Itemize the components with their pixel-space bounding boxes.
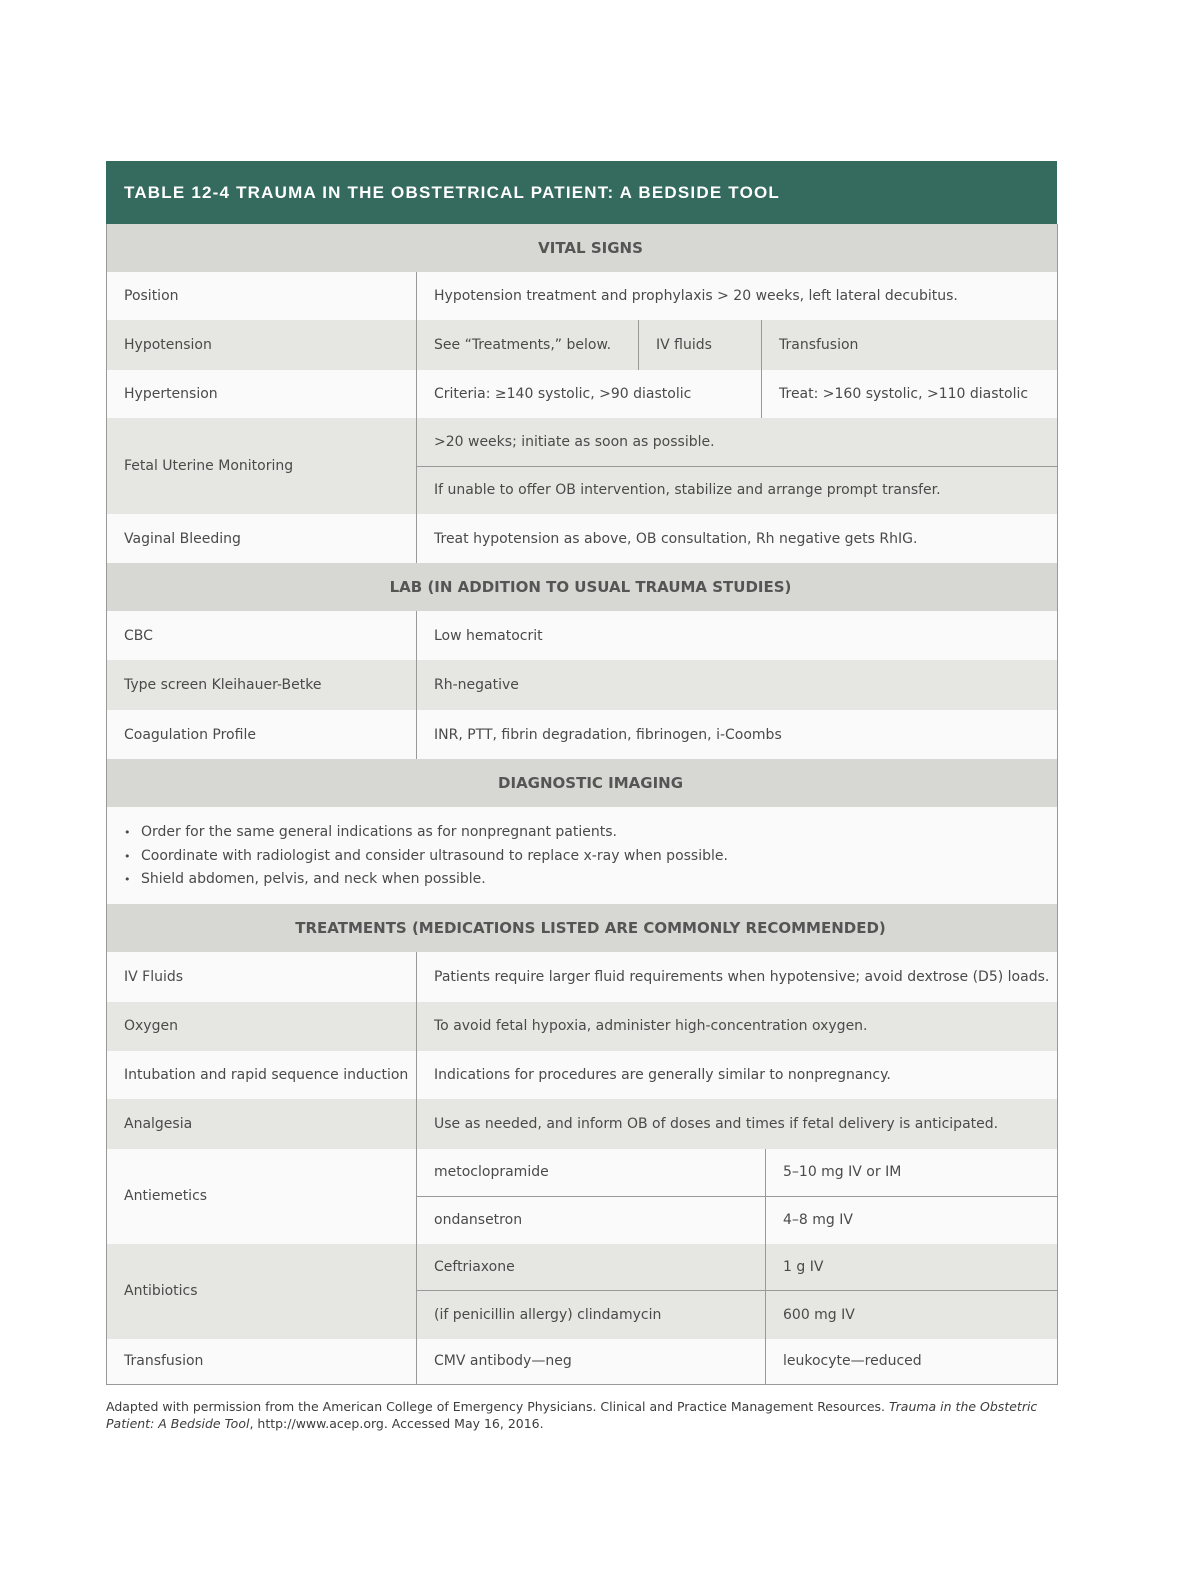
- section-header-lab: [107, 563, 1058, 611]
- drug-dose: 4–8 mg IV: [766, 1197, 1058, 1244]
- table-row: [107, 272, 1058, 320]
- bullet-list: [124, 821, 1057, 892]
- list-item: • Shield abdomen, pelvis, and neck when possible.: [124, 868, 1057, 892]
- table-row: [107, 1339, 1058, 1385]
- row-value: INR, PTT, fibrin degradation, fibrinogen, i-Coombs: [417, 710, 1058, 759]
- row-label: Type screen Kleihauer-Betke: [107, 660, 417, 710]
- section-title: TREATMENTS (MEDICATIONS LISTED ARE COMMONLY RECOMMENDED): [107, 904, 1058, 952]
- list-item: • Coordinate with radiologist and consider ultrasound to replace x-ray when possible.: [124, 845, 1057, 869]
- row-label: Hypertension: [107, 370, 417, 418]
- row-label: Antibiotics: [107, 1244, 417, 1339]
- row-value: >20 weeks; initiate as soon as possible.: [417, 418, 1058, 466]
- table-row: [107, 1244, 1058, 1291]
- table-row: [107, 1149, 1058, 1197]
- drug-name: (if penicillin allergy) clindamycin: [417, 1291, 766, 1339]
- row-label: Hypotension: [107, 320, 417, 370]
- source-footnote: Adapted with permission from the American College of Emergency Physicians. Clinical and Practice Management Resources. Trauma in the Obstetric Patient: A Bedside Tool, http://www.acep.org. Accessed May 16, 2016.: [106, 1399, 1038, 1431]
- row-label: Position: [107, 272, 417, 320]
- row-label: Antiemetics: [107, 1149, 417, 1244]
- table-row: [107, 710, 1058, 759]
- row-value: leukocyte—reduced: [766, 1339, 1058, 1385]
- drug-dose: 600 mg IV: [766, 1291, 1058, 1339]
- bullet-icon: •: [124, 849, 131, 863]
- row-value: Use as needed, and inform OB of doses and times if fetal delivery is anticipated.: [417, 1099, 1058, 1149]
- row-value: See “Treatments,” below.: [417, 320, 639, 370]
- imaging-bullets: [107, 807, 1058, 904]
- row-label: Intubation and rapid sequence induction: [107, 1051, 417, 1099]
- row-value: Treat: >160 systolic, >110 diastolic: [762, 370, 1058, 418]
- row-value: CMV antibody—neg: [417, 1339, 766, 1385]
- drug-dose: 1 g IV: [766, 1244, 1058, 1291]
- document-table: [106, 160, 1057, 1385]
- trauma-table: [106, 224, 1058, 1385]
- row-value: IV fluids: [639, 320, 762, 370]
- row-label: CBC: [107, 611, 417, 660]
- section-header-imaging: [107, 759, 1058, 807]
- row-label: Transfusion: [107, 1339, 417, 1385]
- section-header-treatments: [107, 904, 1058, 952]
- row-value: Patients require larger fluid requirements when hypotensive; avoid dextrose (D5) loads.: [417, 952, 1058, 1002]
- row-value: Indications for procedures are generally similar to nonpregnancy.: [417, 1051, 1058, 1099]
- bullet-icon: •: [124, 873, 131, 886]
- table-row: [107, 370, 1058, 418]
- table-row: [107, 418, 1058, 466]
- table-row: [107, 1099, 1058, 1149]
- row-label: Analgesia: [107, 1099, 417, 1149]
- section-title: DIAGNOSTIC IMAGING: [107, 759, 1058, 807]
- section-title: VITAL SIGNS: [107, 224, 1058, 272]
- row-label: Coagulation Profile: [107, 710, 417, 759]
- table-row: [107, 660, 1058, 710]
- row-value: Low hematocrit: [417, 611, 1058, 660]
- table-title: TABLE 12-4 TRAUMA IN THE OBSTETRICAL PATIENT: A BEDSIDE TOOL: [106, 161, 1057, 224]
- row-label: Oxygen: [107, 1002, 417, 1051]
- row-value: To avoid fetal hypoxia, administer high-concentration oxygen.: [417, 1002, 1058, 1051]
- row-value: Transfusion: [762, 320, 1058, 370]
- bullet-icon: •: [124, 826, 131, 839]
- section-title: LAB (IN ADDITION TO USUAL TRAUMA STUDIES): [107, 563, 1058, 611]
- table-row: [107, 807, 1058, 904]
- drug-name: ondansetron: [417, 1197, 766, 1244]
- table-row: [107, 1002, 1058, 1051]
- drug-name: metoclopramide: [417, 1149, 766, 1197]
- table-row: [107, 320, 1058, 370]
- drug-name: Ceftriaxone: [417, 1244, 766, 1291]
- list-item: • Order for the same general indications as for nonpregnant patients.: [124, 821, 1057, 845]
- row-value: Treat hypotension as above, OB consultation, Rh negative gets RhIG.: [417, 514, 1058, 563]
- table-row: [107, 1051, 1058, 1099]
- row-value: Hypotension treatment and prophylaxis > 20 weeks, left lateral decubitus.: [417, 272, 1058, 320]
- row-label: Vaginal Bleeding: [107, 514, 417, 563]
- table-row: [107, 952, 1058, 1002]
- row-value: If unable to offer OB intervention, stabilize and arrange prompt transfer.: [417, 466, 1058, 514]
- row-label: Fetal Uterine Monitoring: [107, 418, 417, 514]
- table-row: [107, 514, 1058, 563]
- table-row: [107, 611, 1058, 660]
- section-header-vital-signs: [107, 224, 1058, 272]
- row-value: Rh-negative: [417, 660, 1058, 710]
- row-label: IV Fluids: [107, 952, 417, 1002]
- drug-dose: 5–10 mg IV or IM: [766, 1149, 1058, 1197]
- row-value: Criteria: ≥140 systolic, >90 diastolic: [417, 370, 762, 418]
